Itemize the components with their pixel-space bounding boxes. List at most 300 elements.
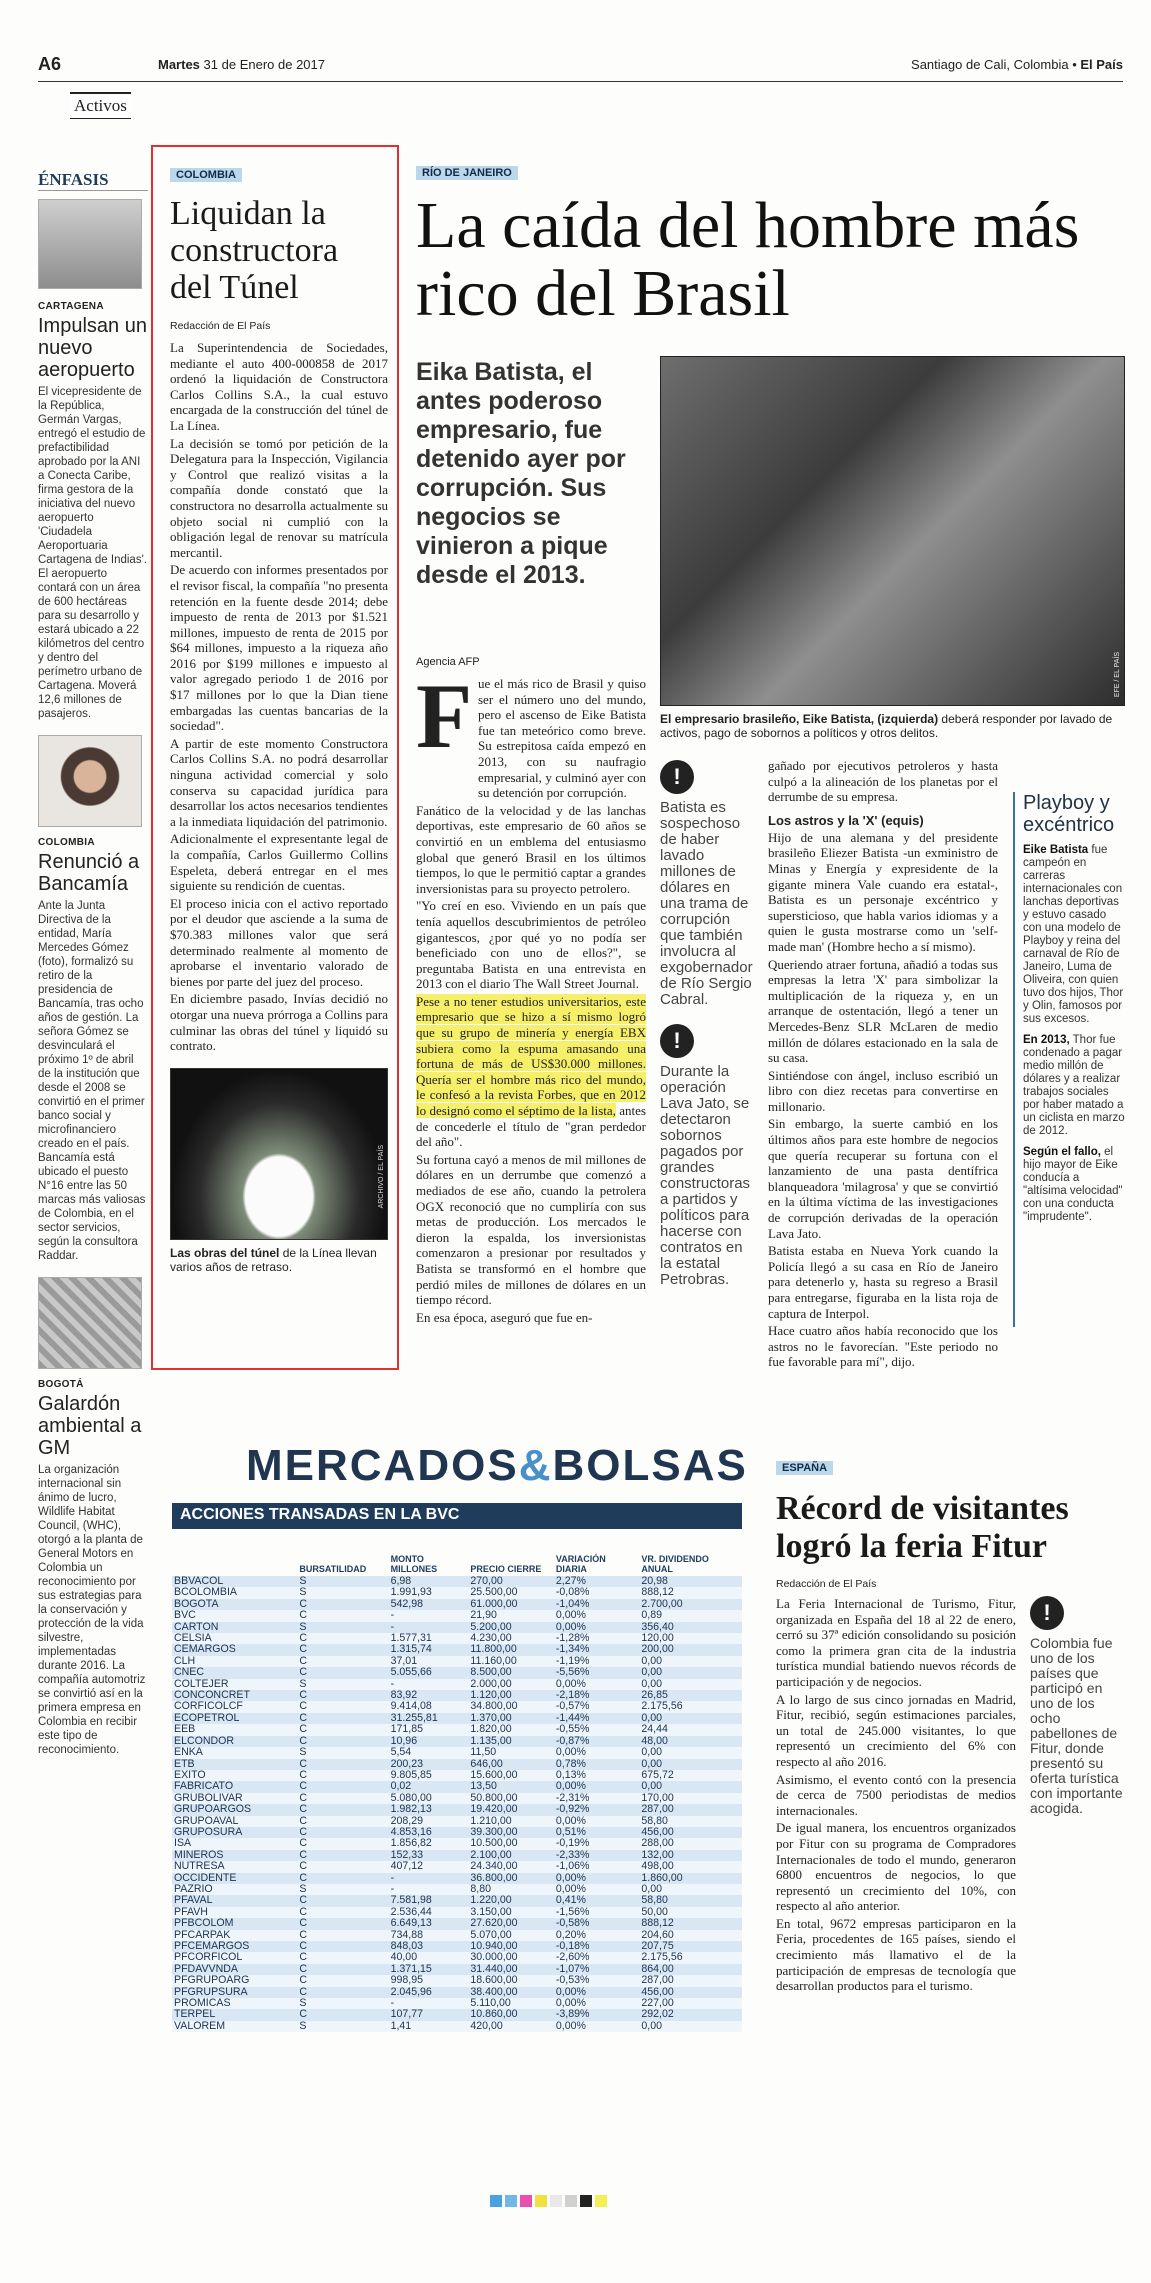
main-headline: La caída del hombre más rico del Brasil	[416, 189, 1080, 330]
table-cell: BBVACOL	[172, 1576, 297, 1587]
date: 31 de Enero de 2017	[203, 57, 325, 72]
table-cell: OCCIDENTE	[172, 1873, 297, 1884]
table-cell: 58,80	[639, 1816, 742, 1827]
table-cell: -1,07%	[554, 1964, 640, 1975]
table-cell: -0,58%	[554, 1918, 640, 1929]
paragraph: Sintiéndose con ángel, incluso escribió un libro con diez recetas para convertirse en millonario.	[768, 1067, 998, 1114]
table-cell: 0,00	[639, 1747, 742, 1758]
table-cell: 83,92	[389, 1690, 469, 1701]
table-cell: -	[389, 1884, 469, 1895]
table-cell: C	[297, 1918, 388, 1929]
table-cell: 2,27%	[554, 1576, 640, 1587]
table-cell: 287,00	[639, 1804, 742, 1815]
table-cell: CELSIA	[172, 1633, 297, 1644]
table-cell: 50.800,00	[468, 1793, 554, 1804]
table-cell: 0,00%	[554, 1781, 640, 1792]
sidebar-headline: Impulsan un nuevo aeropuerto	[38, 315, 147, 381]
table-cell: 11.160,00	[468, 1656, 554, 1667]
table-cell: 734,88	[389, 1930, 469, 1941]
table-cell: -3,89%	[554, 2009, 640, 2020]
table-cell: TERPEL	[172, 2009, 297, 2020]
table-cell: 171,85	[389, 1724, 469, 1735]
title-part: BOLSAS	[552, 1441, 748, 1490]
table-cell: C	[297, 1941, 388, 1952]
table-cell: C	[297, 1599, 388, 1610]
table-cell: 2.100,00	[468, 1850, 554, 1861]
table-cell: 132,00	[639, 1850, 742, 1861]
table-cell: S	[297, 2021, 388, 2032]
table-cell: ELCONDOR	[172, 1736, 297, 1747]
table-cell: C	[297, 1713, 388, 1724]
table-cell: -1,56%	[554, 1907, 640, 1918]
paragraph: En total, 9672 empresas participaron en la Feria, procedentes de 165 países, siendo el crecimiento más llamativo el de la participación de empresas de tecnología que desarrollan productos para el turismo.	[776, 1915, 1016, 1994]
table-cell: 11.800,00	[468, 1644, 554, 1655]
paragraph-tail: antes de concederle el título de "gran perdedor del año".	[416, 1103, 646, 1150]
table-cell: S	[297, 1587, 388, 1598]
table-cell: C	[297, 1701, 388, 1712]
table-cell: ETB	[172, 1759, 297, 1770]
table-cell: 1.371,15	[389, 1964, 469, 1975]
table-cell: 0,78%	[554, 1759, 640, 1770]
table-cell: BCOLOMBIA	[172, 1587, 297, 1598]
table-cell: 15.600,00	[468, 1770, 554, 1781]
table-cell: VALOREM	[172, 2021, 297, 2032]
table-cell: S	[297, 1998, 388, 2009]
table-cell: 30.000,00	[468, 1952, 554, 1963]
table-cell: C	[297, 1724, 388, 1735]
title-amp: &	[518, 1441, 553, 1490]
table-cell: BOGOTA	[172, 1599, 297, 1610]
item-text: el hijo mayor de Eike conducía a "altísima velocidad" con una conducta "imprudente".	[1023, 1146, 1123, 1223]
table-cell: PFGRUPSURA	[172, 1987, 297, 1998]
table-cell: COLTEJER	[172, 1679, 297, 1690]
table-cell: -0,87%	[554, 1736, 640, 1747]
title-part: MERCADOS	[246, 1441, 519, 1490]
table-cell: 36.800,00	[468, 1873, 554, 1884]
table-cell: 1.315,74	[389, 1644, 469, 1655]
table-cell: 9.805,85	[389, 1770, 469, 1781]
city: Santiago de Cali, Colombia	[911, 57, 1069, 72]
main-kicker: RÍO DE JANEIRO	[416, 166, 518, 180]
table-cell: 1.120,00	[468, 1690, 554, 1701]
table-cell: 0,00%	[554, 1610, 640, 1621]
table-cell: C	[297, 1816, 388, 1827]
table-cell: 50,00	[639, 1907, 742, 1918]
table-cell: C	[297, 1644, 388, 1655]
table-cell: 5,54	[389, 1747, 469, 1758]
paragraph: Hace cuatro años había reconocido que los astros no le favorecían. "Este periodo no fue favorable para mí", dijo.	[768, 1323, 998, 1370]
table-cell: 58,80	[639, 1895, 742, 1906]
page-number: A6	[38, 54, 62, 74]
table-cell: 13,50	[468, 1781, 554, 1792]
table-cell: 207,75	[639, 1941, 742, 1952]
table-cell: 0,89	[639, 1610, 742, 1621]
table-row	[172, 1610, 742, 1621]
table-cell: 675,72	[639, 1770, 742, 1781]
table-cell: -1,34%	[554, 1644, 640, 1655]
table-cell: 0,00%	[554, 1816, 640, 1827]
table-cell: GRUBOLIVAR	[172, 1793, 297, 1804]
table-cell: 5.110,00	[468, 1998, 554, 2009]
table-cell: 0,00	[639, 1884, 742, 1895]
table-cell: 39.300,00	[468, 1827, 554, 1838]
table-cell: C	[297, 1987, 388, 1998]
portrait-image	[38, 735, 142, 827]
table-cell: -2,33%	[554, 1850, 640, 1861]
table-cell: 5.200,00	[468, 1622, 554, 1633]
subhead: Los astros y la 'X' (equis)	[768, 812, 924, 828]
caption-text: de la Línea llevan varios años de retraso.	[170, 1245, 377, 1274]
sidebar-headline: Galardón ambiental a GM	[38, 1393, 142, 1459]
table-row	[172, 1747, 742, 1758]
table-cell: 200,23	[389, 1759, 469, 1770]
table-cell: 0,00	[639, 1656, 742, 1667]
day: Martes	[158, 57, 200, 72]
header-right: Santiago de Cali, Colombia • El País	[911, 57, 1123, 72]
highlighted-text: Pese a no tener estudios universitarios, este empresario que se hizo a sí mismo logró que su grupo de minería y energía EBX subiera como la espuma amasando una fortuna de más de US$30.000 millones. Quería ser el hombre más rico del mundo, le confesó a la revista Forbes, que en 2012 lo designó como el séptimo de la lista,	[416, 993, 646, 1119]
table-cell: 998,95	[389, 1975, 469, 1986]
table-cell: 0,00%	[554, 1998, 640, 2009]
table-cell: 848,03	[389, 1941, 469, 1952]
table-cell: 0,00	[639, 1713, 742, 1724]
caption-text: deberá responder por lavado de activos, pago de sobornos a políticos y otros delitos.	[660, 712, 1113, 740]
paragraph: Batista estaba en Nueva York cuando la Policía llegó a su casa en Río de Janeiro para detenerlo y, hasta su regreso a Brasil para entregarse, figuraba en la lista roja de captura de Interpol.	[768, 1243, 998, 1321]
table-row	[172, 1861, 742, 1872]
photo-credit: EFE / EL PAÍS	[1114, 651, 1121, 697]
table-cell: PFDAVVNDA	[172, 1964, 297, 1975]
paragraph: Asimismo, el evento contó con la presencia de cerca de 7500 periodistas de medios internacionales.	[776, 1771, 1016, 1818]
table-cell: 1.856,82	[389, 1838, 469, 1849]
table-cell: -1,04%	[554, 1599, 640, 1610]
table-cell: 1.210,00	[468, 1816, 554, 1827]
table-cell: -0,53%	[554, 1975, 640, 1986]
table-cell: -0,19%	[554, 1838, 640, 1849]
print-color-bar	[490, 2195, 607, 2209]
paragraph: A lo largo de sus cinco jornadas en Madrid, Fitur, recibió, según estimaciones parciales, un total de 245.000 visitantes, lo que representó un crecimiento del 6% con respecto al año 2016.	[776, 1691, 1016, 1769]
table-cell: 227,00	[639, 1998, 742, 2009]
table-cell: GRUPOSURA	[172, 1827, 297, 1838]
sidebar-headline: Renunció a Bancamía	[38, 851, 140, 895]
column-header: VARIACIÓN DIARIA	[555, 1554, 606, 1574]
table-cell: 8,80	[468, 1884, 554, 1895]
table-cell: 4.230,00	[468, 1633, 554, 1644]
photo-caption	[170, 1246, 388, 1274]
table-header-row	[172, 1534, 742, 1576]
table-cell: S	[297, 1747, 388, 1758]
highlighted-paragraph	[416, 994, 646, 1150]
column-header: PRECIO CIERRE	[470, 1564, 542, 1574]
table-cell: 1.577,31	[389, 1633, 469, 1644]
main-column-a	[416, 665, 646, 1327]
paragraph: La Superintendencia de Sociedades, mediante el auto 400-000858 de 2017 ordenó la liquidación de Constructora Carlos Collins S.A., la cual estuvo encargada de la construcción del túnel de La Línea.	[170, 340, 388, 433]
story-headline: Liquidan la constructora del Túnel	[170, 195, 339, 306]
table-cell: C	[297, 1804, 388, 1815]
table-cell: 9.414,08	[389, 1701, 469, 1712]
table-cell: C	[297, 1861, 388, 1872]
item-lead: Eike Batista	[1023, 844, 1089, 856]
fitur-side-quote	[1030, 1596, 1125, 1832]
fitur-story	[776, 1458, 1126, 1598]
sidebar-kicker: CARTAGENA	[38, 301, 104, 312]
table-cell: 40,00	[389, 1952, 469, 1963]
table-cell: 646,00	[468, 1759, 554, 1770]
paragraph: Queriendo atraer fortuna, añadió a todas sus empresas la letra 'X' para simbolizar la multiplicación de la riqueza y, en un arranque de ostentación, llegó a tener un Mercedes-Benz SLR McLaren de medio millón de dólares estacionado en la sala de su casa.	[768, 956, 998, 1066]
sidebar-text: El vicepresidente de la República, Germán Vargas, entregó el estudio de prefactibilidad aprobado por la ANI a Conecta Caribe, firma gestora de la iniciativa del nuevo aeropuerto 'Ciudadela Aeroportuaria Cartagena de Indias'. El aeropuerto contará con un área de 600 hectáreas para su desarrollo y estará ubicado a 22 kilómetros del centro y dentro del perímetro urbano de Cartagena. Moverá 12,6 millones de pasajeros.	[38, 386, 147, 720]
table-cell: 2.536,44	[389, 1907, 469, 1918]
table-cell: 152,33	[389, 1850, 469, 1861]
table-cell: C	[297, 1838, 388, 1849]
table-cell: C	[297, 1850, 388, 1861]
caption-bold: El empresario brasileño, Eike Batista, (izquierda)	[660, 712, 939, 726]
table-cell: C	[297, 1895, 388, 1906]
table-cell: 0,41%	[554, 1895, 640, 1906]
table-cell: 1.820,00	[468, 1724, 554, 1735]
table-cell: 1.982,13	[389, 1804, 469, 1815]
table-cell: C	[297, 1633, 388, 1644]
table-cell: C	[297, 1952, 388, 1963]
table-cell: 888,12	[639, 1587, 742, 1598]
table-cell: 48,00	[639, 1736, 742, 1747]
table-cell: 1,41	[389, 2021, 469, 2032]
column-header: BURSATILIDAD	[299, 1564, 367, 1574]
table-cell: PROMICAS	[172, 1998, 297, 2009]
table-cell: PFBCOLOM	[172, 1918, 297, 1929]
table-cell: 10.860,00	[468, 2009, 554, 2020]
item-text: Thor fue condenado a pagar medio millón de dólares y a realizar trabajos sociales por haber matado a un ciclista en marzo de 2012.	[1023, 1034, 1125, 1137]
paragraph: Fanático de la velocidad y de las lanchas deportivas, este empresario de 60 años se convirtió en un emblema del entusiasmo global que generó Brasil en los últimos tiempos, lo que le permitió captar a grandes inversionistas para su proyecto petrolero.	[416, 802, 646, 896]
table-row	[172, 1724, 742, 1735]
table-cell: 0,00	[639, 2021, 742, 2032]
table-cell: C	[297, 1690, 388, 1701]
paragraph: Hijo de una alemana y del presidente brasileño Eliezer Batista -un exministro de Minas y Energía y expresidente de la gigante minera Vale cuando era estatal-, Batista es un personaje excéntrico y supersticioso, que habla varios idiomas y a quien le gusta mostrarse como un 'self-made man' (Hombre hecho a sí mismo).	[768, 829, 998, 954]
table-cell: 5.080,00	[389, 1793, 469, 1804]
table-cell: C	[297, 1907, 388, 1918]
table-cell: S	[297, 1679, 388, 1690]
table-cell: C	[297, 1759, 388, 1770]
table-cell: 0,00%	[554, 1873, 640, 1884]
side-quote: Durante la operación Lava Jato, se detectaron sobornos pagados por grandes constructoras a partidos y políticos para hacerse con contratos en la estatal Petrobras.	[660, 1063, 751, 1288]
table-cell: -	[389, 1873, 469, 1884]
table-cell: 20,98	[639, 1576, 742, 1587]
table-cell: -0,92%	[554, 1804, 640, 1815]
story-kicker: ESPAÑA	[776, 1461, 833, 1475]
table-cell: 10,96	[389, 1736, 469, 1747]
table-cell: 120,00	[639, 1633, 742, 1644]
paragraph: A partir de este momento Constructora Carlos Collins S.A. no podrá desarrollar ninguna actividad comercial y solo conserva su capacidad jurídica para desarrollar los actos necesarios tendientes a la inmediata liquidación del patrimonio.	[170, 735, 388, 829]
table-cell: -	[389, 1622, 469, 1633]
table-cell: 38.400,00	[468, 1987, 554, 1998]
table-cell: PFCEMARGOS	[172, 1941, 297, 1952]
table-cell: -	[389, 1679, 469, 1690]
table-cell: C	[297, 1770, 388, 1781]
table-cell: C	[297, 1930, 388, 1941]
paragraph: ue el más rico de Brasil y quiso ser el número uno del mundo, pero el ascenso de Eike Batista fue tan meteórico como breve. Su estrepitosa caída empezó en 2013, con su naufragio empresarial, y culminó ayer con su detención por corrupción.	[478, 676, 646, 801]
playboy-box	[1013, 792, 1125, 1327]
table-cell: 0,00	[639, 1667, 742, 1678]
side-quote: Batista es sospechoso de haber lavado millones de dólares en una trama de corrupción que también involucra al exgobernador de Río Sergio Cabral.	[660, 799, 753, 1008]
table-cell: 0,00%	[554, 2021, 640, 2032]
table-cell: 34.800,00	[468, 1701, 554, 1712]
table-cell: 1.860,00	[639, 1873, 742, 1884]
table-cell: 0,13%	[554, 1770, 640, 1781]
box-item	[1023, 844, 1125, 1026]
paper-name: El País	[1080, 57, 1123, 72]
paragraph: Sin embargo, la suerte cambió en los últimos años para este hombre de negocios que quería recuperar su fortuna con el lanzamiento de una pasta dentífrica blanqueadora 'milagrosa' y que se convirtió en la última víctima de las investigaciones de corrupción derivadas de la operación Lava Jato.	[768, 1116, 998, 1241]
colombia-story	[170, 165, 388, 1274]
table-cell: -1,44%	[554, 1713, 640, 1724]
sidebar-kicker: BOGOTÁ	[38, 1379, 84, 1390]
table-cell: C	[297, 1656, 388, 1667]
table-cell: C	[297, 1793, 388, 1804]
table-cell: EEB	[172, 1724, 297, 1735]
table-cell: S	[297, 1622, 388, 1633]
paragraph: "Yo creí en eso. Viviendo en un país que tenía aquellos descubrimientos de petróleo gigantescos, ¿por qué yo no podía ser beneficiado con uno de ellos?", se preguntaba Batista en una entrevista en 2013 con el diario The Wall Street Journal.	[416, 898, 646, 992]
table-cell: PFCARPAK	[172, 1930, 297, 1941]
table-cell: 10.940,00	[468, 1941, 554, 1952]
table-cell: -0,08%	[554, 1587, 640, 1598]
table-cell: 0,02	[389, 1781, 469, 1792]
main-deck: Eika Batista, el antes poderoso empresario, fue detenido ayer por corrupción. Sus negocios se vinieron a pique desde el 2013.	[416, 358, 626, 589]
tunnel-photo	[170, 1068, 388, 1240]
table-cell: C	[297, 1736, 388, 1747]
table-row	[172, 1804, 742, 1815]
table-cell: 288,00	[639, 1838, 742, 1849]
paragraph: En esa época, aseguró que fue en-	[416, 1309, 593, 1325]
table-cell: C	[297, 1610, 388, 1621]
table-cell: 7.581,98	[389, 1895, 469, 1906]
table-cell: C	[297, 2009, 388, 2020]
table-cell: 2.175,56	[639, 1952, 742, 1963]
table-title-bar: ACCIONES TRANSADAS EN LA BVC	[172, 1503, 742, 1529]
main-column-c	[768, 758, 998, 1372]
table-cell: 1.220,00	[468, 1895, 554, 1906]
stocks-table	[172, 1534, 742, 2032]
table-cell: 6.649,13	[389, 1918, 469, 1929]
table-cell: -0,18%	[554, 1941, 640, 1952]
byline: Redacción de El País	[776, 1578, 877, 1590]
table-cell: 6,98	[389, 1576, 469, 1587]
table-cell: C	[297, 1827, 388, 1838]
table-cell: 11,50	[468, 1747, 554, 1758]
photo-credit: ARCHIVO / EL PAÍS	[378, 1145, 385, 1209]
box-item	[1023, 1034, 1125, 1138]
table-cell: CARTON	[172, 1622, 297, 1633]
table-cell: -2,18%	[554, 1690, 640, 1701]
table-cell: 37,01	[389, 1656, 469, 1667]
table-cell: 10.500,00	[468, 1838, 554, 1849]
table-cell: -2,31%	[554, 1793, 640, 1804]
table-cell: BVC	[172, 1610, 297, 1621]
table-cell: PAZRIO	[172, 1884, 297, 1895]
table-cell: 292,02	[639, 2009, 742, 2020]
table-cell: -1,06%	[554, 1861, 640, 1872]
table-cell: GRUPOARGOS	[172, 1804, 297, 1815]
table-cell: 8.500,00	[468, 1667, 554, 1678]
table-cell: 407,12	[389, 1861, 469, 1872]
table-cell: 3.150,00	[468, 1907, 554, 1918]
markets-title	[246, 1441, 748, 1491]
caption-bold: Las obras del túnel	[170, 1245, 280, 1260]
quote-column	[660, 760, 758, 1304]
table-cell: C	[297, 1873, 388, 1884]
sidebar-text: La organización internacional sin ánimo de lucro, Wildlife Habitat Council, (WHC), otorgó a la planta de General Motors en Colombia un reconocimiento por sus estrategias para la conservación y protección de la vida silvestre, implementadas durante 2016. La compañía automotriz se convirtió así en la primera empresa en Colombia en recibir este tipo de reconocimiento.	[38, 1464, 146, 1756]
byline: Redacción de El País	[170, 320, 271, 332]
table-cell: 26,85	[639, 1690, 742, 1701]
table-cell: 24.340,00	[468, 1861, 554, 1872]
table-cell: 1.991,93	[389, 1587, 469, 1598]
table-cell: PFAVAL	[172, 1895, 297, 1906]
table-cell: 0,51%	[554, 1827, 640, 1838]
paragraph: En diciembre pasado, Invías decidió no otorgar una nueva prórroga a Collins para culminar las obras del túnel y liquidó su contrato.	[170, 991, 388, 1054]
section-tab: Activos	[70, 92, 131, 119]
table-cell: 456,00	[639, 1987, 742, 1998]
table-cell: 0,00	[639, 1679, 742, 1690]
table-cell: MINEROS	[172, 1850, 297, 1861]
table-cell: 107,77	[389, 2009, 469, 2020]
table-cell: 2.700,00	[639, 1599, 742, 1610]
table-cell: 204,60	[639, 1930, 742, 1941]
table-cell: 888,12	[639, 1918, 742, 1929]
table-cell: 0,00%	[554, 1679, 640, 1690]
fitur-column	[776, 1596, 1016, 1996]
column-header: MONTO MILLONES	[390, 1554, 438, 1574]
item-text: fue campeón en carreras internacionales con lanchas deportivas y estuvo casado con una modelo de Playboy y reina del carnaval de Río de Janeiro, Luma de Oliveira, con quien tuvo dos hijos, Thor y Olin, famosos por sus excesos.	[1023, 844, 1124, 1025]
table-cell: 1.370,00	[468, 1713, 554, 1724]
table-cell: PFAVH	[172, 1907, 297, 1918]
table-cell: -0,55%	[554, 1724, 640, 1735]
paragraph: De igual manera, los encuentros organizados por Fitur con su programa de Compradores Internacionales de todo el mundo, generaron 6800 encuentros de negocios, lo que representó un crecimiento del 10%, con respecto al año anterior.	[776, 1820, 1016, 1914]
table-cell: 456,00	[639, 1827, 742, 1838]
paragraph: La decisión se tomó por petición de la Delegatura para la Inspección, Vigilancia y Control que realizó visitas a la compañía donde constató que la constructora no desarrolla actualmente su objeto social ni cumplió con la obligación legal de renovar su matrícula mercantil.	[170, 435, 388, 560]
table-cell: PFCORFICOL	[172, 1952, 297, 1963]
table-cell: 0,00%	[554, 1884, 640, 1895]
table-cell: S	[297, 1884, 388, 1895]
table-cell: 31.440,00	[468, 1964, 554, 1975]
table-cell: 1.135,00	[468, 1736, 554, 1747]
table-cell: C	[297, 1781, 388, 1792]
table-row	[172, 1975, 742, 1986]
table-cell: 2.000,00	[468, 1679, 554, 1690]
table-row	[172, 1781, 742, 1792]
column-header	[172, 1534, 297, 1576]
table-cell: C	[297, 1975, 388, 1986]
table-row	[172, 1667, 742, 1678]
table-cell: 18.600,00	[468, 1975, 554, 1986]
table-cell: ISA	[172, 1838, 297, 1849]
table-cell: 208,29	[389, 1816, 469, 1827]
table-cell: 0,00	[639, 1781, 742, 1792]
plant-image	[38, 1277, 142, 1369]
exclamation-icon: !	[660, 1024, 694, 1058]
exclamation-icon: !	[660, 760, 694, 794]
main-photo-caption	[660, 712, 1125, 740]
table-cell: CONCONCRET	[172, 1690, 297, 1701]
paragraph: gañado por ejecutivos petroleros y hasta culpó a la alineación de los planetas por el derrumbe de su empresa.	[768, 758, 998, 805]
table-cell: C	[297, 1667, 388, 1678]
table-cell: 4.853,16	[389, 1827, 469, 1838]
column-header: VR. DIVIDENDO ANUAL	[641, 1554, 709, 1574]
date-line	[158, 57, 325, 72]
paragraph: El proceso inicia con el activo reportado por el deudor que asciende a la suma de $70.383 millones valor que será determinado realmente al momento de aprobarse el inventario valorado de bienes por parte del juez del proceso.	[170, 895, 388, 989]
table-cell: S	[297, 1576, 388, 1587]
table-cell: 200,00	[639, 1644, 742, 1655]
church-image	[38, 199, 142, 289]
table-cell: 2.045,96	[389, 1987, 469, 1998]
box-item	[1023, 1146, 1125, 1224]
table-cell: -	[389, 1610, 469, 1621]
table-cell: -5,56%	[554, 1667, 640, 1678]
table-cell: PFGRUPOARG	[172, 1975, 297, 1986]
